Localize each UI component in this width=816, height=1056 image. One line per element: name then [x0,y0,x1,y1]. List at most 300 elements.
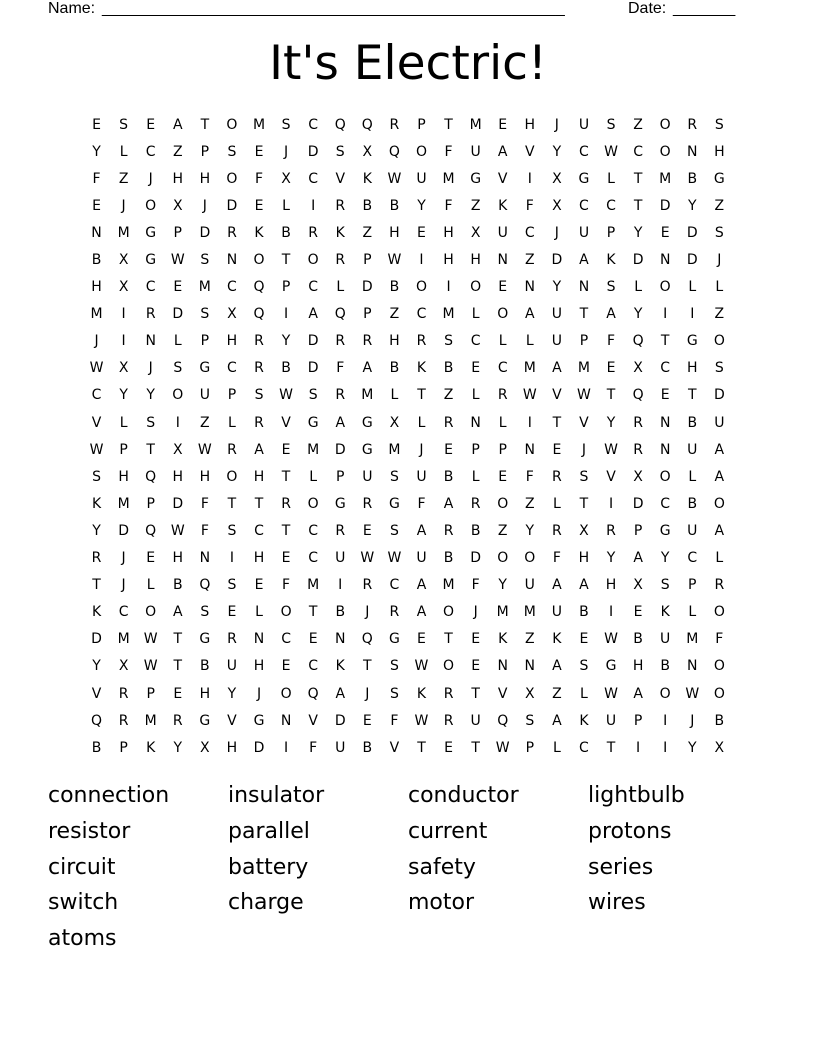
grid-letter[interactable]: N [470,414,481,431]
grid-letter[interactable]: T [444,116,453,133]
grid-letter[interactable]: T [281,468,291,485]
grid-letter[interactable]: N [199,550,211,567]
grid-letter[interactable]: A [633,685,643,702]
grid-letter[interactable]: O [497,306,509,323]
grid-letter[interactable]: B [660,658,670,675]
grid-letter[interactable]: T [363,658,372,675]
grid-letter[interactable]: X [714,739,725,756]
grid-letter[interactable]: C [579,143,589,160]
grid-letter[interactable]: T [633,197,643,214]
grid-letter[interactable]: B [389,279,400,296]
grid-letter[interactable]: R [335,252,346,269]
grid-letter[interactable]: Z [524,631,535,648]
grid-letter[interactable]: E [444,739,453,756]
grid-letter[interactable]: Y [687,739,697,756]
grid-letter[interactable]: C [308,658,319,675]
grid-letter[interactable]: D [199,224,211,241]
grid-letter[interactable]: Y [92,522,101,539]
grid-letter[interactable]: U [551,604,562,621]
grid-letter[interactable]: Q [91,712,103,729]
grid-letter[interactable]: N [91,224,102,241]
grid-letter[interactable]: O [145,197,157,214]
grid-letter[interactable]: K [335,658,345,675]
grid-letter[interactable]: E [660,224,670,241]
grid-letter[interactable]: C [227,360,237,377]
grid-letter[interactable]: W [604,441,618,458]
grid-letter[interactable]: T [552,414,562,431]
grid-letter[interactable]: D [632,252,644,269]
grid-letter[interactable]: P [417,116,426,133]
grid-letter[interactable]: X [552,170,562,187]
grid-letter[interactable]: R [633,441,643,458]
grid-letter[interactable]: D [307,333,319,350]
grid-letter[interactable]: D [713,387,725,404]
grid-letter[interactable]: M [442,577,455,594]
grid-letter[interactable]: T [417,387,426,404]
grid-letter[interactable]: O [497,495,509,512]
grid-letter[interactable]: R [281,495,291,512]
grid-letter[interactable]: X [118,658,129,675]
grid-letter[interactable]: C [579,197,589,214]
grid-letter[interactable]: O [226,468,238,485]
grid-letter[interactable]: D [226,197,238,214]
grid-letter[interactable]: C [145,279,156,296]
grid-letter[interactable]: Z [470,197,481,214]
grid-letter[interactable]: M [252,116,266,133]
grid-letter[interactable]: O [470,279,482,296]
grid-letter[interactable]: S [200,252,210,269]
grid-letter[interactable]: E [254,577,264,594]
grid-letter[interactable]: R [443,685,454,702]
grid-letter[interactable]: G [686,333,698,350]
grid-letter[interactable]: C [308,550,319,567]
grid-letter[interactable]: E [417,631,426,648]
grid-letter[interactable]: O [443,604,455,621]
grid-letter[interactable]: R [118,712,129,729]
grid-letter[interactable]: W [414,712,429,729]
grid-letter[interactable]: O [443,658,455,675]
grid-letter[interactable]: Y [633,224,643,241]
grid-letter[interactable]: E [92,197,101,214]
grid-letter[interactable]: U [687,441,698,458]
grid-letter[interactable]: T [687,387,697,404]
grid-letter[interactable]: M [442,306,455,323]
grid-letter[interactable]: T [173,631,183,648]
grid-letter[interactable]: B [714,712,725,729]
grid-letter[interactable]: J [256,685,262,702]
grid-letter[interactable]: J [581,441,587,458]
grid-letter[interactable]: Y [227,685,237,702]
grid-letter[interactable]: H [253,658,265,675]
grid-letter[interactable]: J [365,604,370,621]
grid-letter[interactable]: R [227,441,237,458]
grid-letter[interactable]: L [607,170,615,187]
grid-letter[interactable]: C [118,604,129,621]
grid-letter[interactable]: I [690,306,695,323]
grid-letter[interactable]: E [254,197,264,214]
grid-letter[interactable]: A [308,306,318,323]
grid-letter[interactable]: C [660,360,671,377]
grid-letter[interactable]: X [200,739,210,756]
grid-letter[interactable]: V [308,712,318,729]
grid-letter[interactable]: N [253,631,265,648]
grid-letter[interactable]: F [200,522,209,539]
grid-letter[interactable]: S [146,414,156,431]
grid-letter[interactable]: B [362,739,373,756]
grid-letter[interactable]: E [417,224,426,241]
grid-letter[interactable]: X [633,577,643,594]
grid-letter[interactable]: E [308,631,318,648]
grid-letter[interactable]: O [713,495,725,512]
grid-letter[interactable]: R [335,522,346,539]
grid-letter[interactable]: B [335,604,346,621]
grid-letter[interactable]: Y [687,197,697,214]
grid-letter[interactable]: S [200,604,210,621]
grid-letter[interactable]: F [471,577,480,594]
grid-letter[interactable]: L [471,387,480,404]
grid-letter[interactable]: C [579,739,589,756]
grid-letter[interactable]: U [226,658,238,675]
grid-letter[interactable]: V [497,685,508,702]
grid-letter[interactable]: L [282,197,290,214]
grid-letter[interactable]: C [145,143,156,160]
grid-letter[interactable]: M [686,631,699,648]
grid-letter[interactable]: E [173,279,183,296]
grid-letter[interactable]: J [121,197,126,214]
grid-letter[interactable]: S [200,306,210,323]
grid-letter[interactable]: S [660,577,670,594]
grid-letter[interactable]: A [362,360,373,377]
grid-letter[interactable]: T [281,522,291,539]
grid-letter[interactable]: Q [199,577,211,594]
grid-letter[interactable]: O [307,495,319,512]
grid-letter[interactable]: A [497,143,508,160]
grid-letter[interactable]: R [633,414,643,431]
grid-letter[interactable]: G [388,631,400,648]
grid-letter[interactable]: H [470,252,481,269]
grid-letter[interactable]: Y [498,577,507,594]
grid-letter[interactable]: C [633,143,643,160]
grid-letter[interactable]: P [633,712,643,729]
grid-letter[interactable]: O [280,604,292,621]
grid-letter[interactable]: Q [388,143,400,160]
grid-letter[interactable]: U [199,387,210,404]
grid-letter[interactable]: B [687,495,698,512]
grid-letter[interactable]: R [552,522,562,539]
grid-letter[interactable]: T [281,252,291,269]
grid-letter[interactable]: R [254,333,264,350]
grid-letter[interactable]: U [416,170,427,187]
grid-letter[interactable]: M [442,170,455,187]
grid-letter[interactable]: C [687,550,698,567]
grid-letter[interactable]: N [659,414,671,431]
grid-letter[interactable]: O [226,116,238,133]
grid-letter[interactable]: G [199,360,211,377]
grid-letter[interactable]: E [660,387,670,404]
grid-letter[interactable]: G [470,170,482,187]
grid-letter[interactable]: B [281,360,291,377]
grid-letter[interactable]: H [605,577,617,594]
grid-letter[interactable]: Y [119,387,128,404]
grid-letter[interactable]: Y [417,197,426,214]
grid-letter[interactable]: M [577,360,590,377]
grid-letter[interactable]: E [552,441,562,458]
grid-letter[interactable]: L [119,143,128,160]
grid-letter[interactable]: E [498,279,508,296]
grid-letter[interactable]: H [578,550,590,567]
grid-letter[interactable]: L [688,604,697,621]
grid-letter[interactable]: T [579,495,589,512]
grid-letter[interactable]: S [389,658,399,675]
grid-letter[interactable]: H [226,333,238,350]
grid-letter[interactable]: D [91,631,102,648]
grid-letter[interactable]: P [200,143,210,160]
grid-letter[interactable]: P [119,441,128,458]
grid-letter[interactable]: K [416,685,427,702]
grid-letter[interactable]: I [311,197,316,214]
grid-letter[interactable]: T [200,116,210,133]
grid-letter[interactable]: S [389,468,399,485]
grid-letter[interactable]: Y [633,306,643,323]
grid-letter[interactable]: U [687,522,698,539]
grid-letter[interactable]: Q [632,333,644,350]
grid-letter[interactable]: L [471,306,480,323]
grid-letter[interactable]: O [659,116,671,133]
grid-letter[interactable]: S [227,577,237,594]
grid-letter[interactable]: H [686,360,698,377]
grid-letter[interactable]: Y [660,550,670,567]
grid-letter[interactable]: W [387,252,402,269]
grid-letter[interactable]: A [714,468,725,485]
grid-letter[interactable]: O [307,252,319,269]
grid-letter[interactable]: S [579,658,589,675]
grid-letter[interactable]: P [525,739,535,756]
grid-letter[interactable]: U [524,577,535,594]
grid-letter[interactable]: T [660,333,670,350]
grid-letter[interactable]: E [362,522,372,539]
grid-letter[interactable]: X [118,360,129,377]
grid-letter[interactable]: H [172,468,184,485]
grid-letter[interactable]: P [579,333,589,350]
grid-letter[interactable]: I [229,550,234,567]
grid-letter[interactable]: T [308,604,318,621]
grid-letter[interactable]: P [606,224,616,241]
grid-letter[interactable]: D [551,252,563,269]
grid-letter[interactable]: Q [253,306,265,323]
grid-letter[interactable]: U [335,739,346,756]
grid-letter[interactable]: G [145,252,157,269]
grid-letter[interactable]: R [362,495,373,512]
grid-letter[interactable]: L [255,604,263,621]
grid-letter[interactable]: Z [524,495,535,512]
grid-letter[interactable]: R [308,224,319,241]
grid-letter[interactable]: R [389,604,400,621]
grid-letter[interactable]: W [522,387,537,404]
grid-letter[interactable]: L [471,468,480,485]
grid-letter[interactable]: F [282,577,291,594]
grid-letter[interactable]: A [714,522,725,539]
grid-letter[interactable]: O [524,550,536,567]
grid-letter[interactable]: J [202,197,207,214]
grid-letter[interactable]: H [172,170,184,187]
grid-letter[interactable]: F [336,360,345,377]
grid-letter[interactable]: J [284,143,289,160]
grid-letter[interactable]: H [118,468,129,485]
grid-letter[interactable]: Q [334,116,346,133]
grid-letter[interactable]: P [471,441,480,458]
grid-letter[interactable]: I [663,306,668,323]
grid-letter[interactable]: J [121,577,126,594]
grid-letter[interactable]: S [714,224,724,241]
grid-letter[interactable]: G [334,495,346,512]
grid-letter[interactable]: S [714,116,724,133]
grid-letter[interactable]: E [606,360,616,377]
grid-letter[interactable]: L [552,495,561,512]
grid-letter[interactable]: B [172,577,183,594]
grid-letter[interactable]: E [227,604,237,621]
grid-letter[interactable]: K [254,224,264,241]
grid-letter[interactable]: O [659,143,671,160]
grid-letter[interactable]: L [525,333,534,350]
grid-letter[interactable]: O [172,387,184,404]
grid-letter[interactable]: O [253,252,265,269]
grid-letter[interactable]: S [335,143,345,160]
grid-letter[interactable]: K [362,170,372,187]
grid-letter[interactable]: U [470,712,481,729]
grid-letter[interactable]: P [633,522,643,539]
grid-letter[interactable]: B [470,522,481,539]
grid-letter[interactable]: V [606,468,616,485]
grid-letter[interactable]: E [173,685,183,702]
grid-letter[interactable]: W [387,550,402,567]
grid-letter[interactable]: Y [92,143,101,160]
grid-letter[interactable]: U [578,116,590,133]
grid-letter[interactable]: H [199,468,211,485]
grid-letter[interactable]: L [634,279,642,296]
grid-letter[interactable]: E [92,116,101,133]
grid-letter[interactable]: C [254,522,264,539]
grid-letter[interactable]: D [253,739,265,756]
grid-letter[interactable]: G [307,414,319,431]
grid-letter[interactable]: L [173,333,182,350]
grid-letter[interactable]: X [579,522,589,539]
grid-letter[interactable]: F [525,468,534,485]
grid-letter[interactable]: I [419,252,424,269]
grid-letter[interactable]: K [552,631,562,648]
grid-letter[interactable]: E [579,631,589,648]
grid-letter[interactable]: X [633,360,643,377]
grid-letter[interactable]: A [579,252,589,269]
date-field-line[interactable]: _______ [673,0,736,17]
grid-letter[interactable]: K [91,495,102,512]
grid-letter[interactable]: O [713,604,725,621]
grid-letter[interactable]: X [552,197,562,214]
grid-letter[interactable]: J [419,441,424,458]
grid-letter[interactable]: L [580,685,588,702]
grid-letter[interactable]: H [632,658,644,675]
grid-letter[interactable]: R [362,333,373,350]
grid-letter[interactable]: M [90,306,103,323]
grid-letter[interactable]: W [414,658,429,675]
grid-letter[interactable]: W [143,631,158,648]
grid-letter[interactable]: H [714,143,725,160]
grid-letter[interactable]: D [334,712,346,729]
grid-letter[interactable]: N [524,441,536,458]
grid-letter[interactable]: W [279,387,293,404]
grid-letter[interactable]: K [335,224,345,241]
grid-letter[interactable]: X [470,224,481,241]
grid-letter[interactable]: J [121,550,126,567]
grid-letter[interactable]: S [254,387,264,404]
grid-letter[interactable]: J [365,685,370,702]
grid-letter[interactable]: Y [525,522,535,539]
grid-letter[interactable]: J [690,712,695,729]
grid-letter[interactable]: P [200,333,210,350]
grid-letter[interactable]: A [714,441,725,458]
grid-letter[interactable]: M [469,116,482,133]
grid-letter[interactable]: Y [173,739,183,756]
grid-letter[interactable]: W [170,522,185,539]
grid-letter[interactable]: B [443,550,454,567]
grid-letter[interactable]: M [361,387,374,404]
grid-letter[interactable]: O [659,279,671,296]
grid-letter[interactable]: E [254,143,264,160]
grid-letter[interactable]: X [389,414,400,431]
grid-letter[interactable]: H [524,116,536,133]
grid-letter[interactable]: Z [172,143,183,160]
grid-letter[interactable]: L [552,739,561,756]
grid-letter[interactable]: Y [552,143,562,160]
grid-letter[interactable]: L [498,414,507,431]
grid-letter[interactable]: G [578,170,590,187]
grid-letter[interactable]: Q [497,712,509,729]
grid-letter[interactable]: H [389,333,400,350]
grid-letter[interactable]: E [362,712,372,729]
grid-letter[interactable]: K [146,739,156,756]
grid-letter[interactable]: R [227,631,237,648]
grid-letter[interactable]: B [389,360,400,377]
grid-letter[interactable]: Z [497,522,508,539]
grid-letter[interactable]: S [92,468,101,485]
grid-letter[interactable]: Q [334,306,346,323]
grid-letter[interactable]: Y [552,279,562,296]
grid-letter[interactable]: H [443,252,454,269]
grid-letter[interactable]: U [335,550,346,567]
grid-letter[interactable]: Z [200,414,210,431]
grid-letter[interactable]: F [715,631,724,648]
grid-letter[interactable]: C [308,116,319,133]
grid-letter[interactable]: A [335,414,346,431]
grid-letter[interactable]: Y [281,333,291,350]
grid-letter[interactable]: K [606,252,616,269]
grid-letter[interactable]: D [118,522,129,539]
grid-letter[interactable]: C [660,495,671,512]
grid-letter[interactable]: E [281,550,291,567]
grid-letter[interactable]: V [579,414,589,431]
grid-letter[interactable]: S [173,360,183,377]
grid-letter[interactable]: K [498,631,508,648]
grid-letter[interactable]: E [471,658,481,675]
grid-letter[interactable]: A [416,604,427,621]
grid-letter[interactable]: O [226,170,238,187]
grid-letter[interactable]: Y [606,414,616,431]
grid-letter[interactable]: R [470,495,481,512]
grid-letter[interactable]: N [226,252,238,269]
grid-letter[interactable]: L [146,577,155,594]
grid-letter[interactable]: T [444,631,453,648]
grid-letter[interactable]: R [497,387,508,404]
grid-letter[interactable]: W [143,658,158,675]
